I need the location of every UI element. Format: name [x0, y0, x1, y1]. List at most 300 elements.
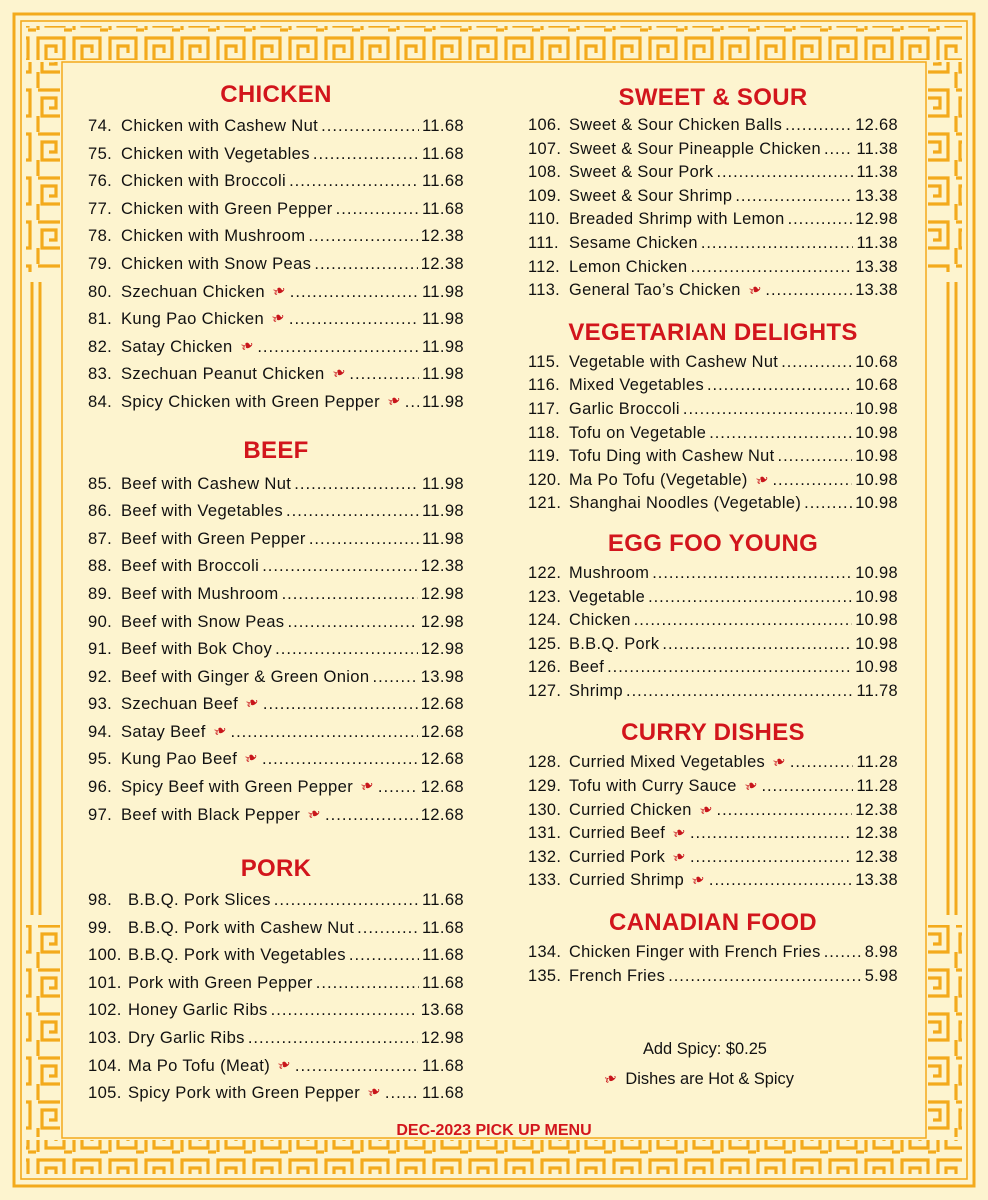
section-title-vegetarian: VEGETARIAN DELIGHTS: [568, 318, 858, 346]
section-title-beef: BEEF: [243, 436, 309, 464]
item-price: 12.68: [420, 694, 464, 714]
item-number: 96.: [88, 777, 113, 797]
item-name: Beef with Snow Peas: [121, 611, 285, 631]
dot-leader: [372, 663, 417, 691]
item-name: B.B.Q. Pork with Vegetables: [128, 945, 346, 965]
menu-item: [88, 745, 464, 773]
dot-leader: [709, 869, 852, 893]
item-number: 104.: [88, 1055, 122, 1075]
item-name: Spicy Pork with Green Pepper: [128, 1083, 361, 1103]
dot-leader: [781, 351, 852, 375]
item-number: 130.: [528, 800, 562, 819]
menu-item: [528, 799, 898, 823]
dot-leader: [690, 822, 852, 846]
dot-leader: [295, 1052, 419, 1080]
menu-item: [88, 305, 464, 333]
dot-leader: [772, 469, 852, 493]
chili-pepper-icon: ❧: [210, 720, 231, 743]
chili-pepper-icon: ❧: [741, 775, 762, 798]
dot-leader: [735, 185, 852, 209]
item-price: 12.98: [420, 583, 464, 603]
item-price: 12.68: [420, 777, 464, 797]
item-name: Chicken with Mushroom: [121, 226, 306, 246]
chili-pepper-icon: ❧: [269, 280, 290, 302]
dot-leader: [785, 114, 852, 138]
menu-item: [528, 586, 898, 610]
item-name: Szechuan Peanut Chicken: [121, 364, 325, 384]
chili-pepper-icon: ❧: [689, 870, 709, 892]
dot-leader: [275, 635, 418, 663]
item-price: 11.98: [421, 391, 464, 411]
dot-leader: [378, 773, 418, 801]
menu-item: [88, 996, 464, 1024]
dot-leader: [289, 167, 419, 195]
item-number: 93.: [88, 694, 113, 714]
section-canadian: [528, 905, 898, 988]
item-price: 10.98: [855, 587, 898, 606]
chili-pepper-icon: ❧: [243, 693, 263, 715]
item-price: 12.98: [855, 210, 898, 229]
menu-item: [88, 140, 464, 168]
chili-pepper-icon: ❧: [237, 335, 258, 357]
section-title-chicken: CHICKEN: [220, 81, 332, 108]
item-number: 120.: [528, 470, 562, 489]
menu-item: [88, 580, 464, 608]
item-number: 90.: [88, 611, 113, 631]
menu-item: [88, 969, 464, 997]
menu-item: [88, 886, 464, 914]
canadian-items: [528, 941, 898, 988]
section-title-pork: PORK: [240, 855, 312, 882]
menu-item: [528, 374, 898, 398]
menu-item: [528, 965, 898, 989]
dot-leader: [607, 656, 852, 680]
menu-item: [528, 846, 898, 870]
dot-leader: [230, 718, 417, 746]
item-name: Chicken: [569, 611, 631, 630]
item-name: Beef with Vegetables: [121, 501, 283, 521]
item-number: 100.: [88, 945, 122, 965]
item-name: Mushroom: [569, 563, 650, 582]
pork-items: [88, 886, 464, 1107]
item-number: 105.: [88, 1083, 122, 1103]
item-number: 106.: [528, 116, 562, 134]
menu-item: [88, 250, 464, 278]
section-chicken: [88, 78, 464, 416]
item-price: 10.98: [855, 658, 898, 677]
item-name: Tofu with Curry Sauce: [569, 777, 737, 796]
item-name: Dry Garlic Ribs: [128, 1027, 245, 1047]
item-price: 12.38: [420, 556, 464, 576]
item-name: Curried Mixed Vegetables: [569, 753, 766, 772]
item-price: 5.98: [864, 966, 898, 985]
item-name: Breaded Shrimp with Lemon: [569, 210, 785, 229]
item-price: 11.98: [421, 501, 464, 521]
item-number: 124.: [528, 611, 562, 630]
menu-item: [88, 195, 464, 223]
menu-item: [88, 914, 464, 942]
dot-leader: [274, 886, 419, 914]
menu-item: [88, 333, 464, 361]
item-number: 91.: [88, 639, 113, 659]
chicken-items: [88, 112, 464, 416]
chili-pepper-icon: ❧: [268, 308, 289, 330]
dot-leader: [717, 799, 853, 823]
menu-item: [528, 751, 898, 775]
item-price: 8.98: [864, 943, 898, 962]
item-name: Vegetable with Cashew Nut: [569, 352, 779, 371]
item-price: 13.98: [420, 666, 464, 686]
item-price: 10.98: [855, 494, 898, 513]
chili-pepper-icon: ❧: [365, 1082, 385, 1104]
item-price: 13.68: [420, 1000, 464, 1020]
item-price: 13.38: [855, 186, 898, 205]
item-price: 11.38: [856, 163, 898, 182]
item-number: 89.: [88, 583, 113, 603]
item-price: 11.98: [421, 528, 464, 548]
menu-item: [88, 801, 464, 829]
item-name: Beef: [569, 658, 605, 677]
dot-leader: [309, 525, 419, 553]
dot-leader: [824, 138, 853, 162]
chili-pepper-icon: ❧: [329, 363, 350, 385]
item-number: 123.: [528, 587, 562, 606]
item-price: 12.68: [420, 721, 464, 741]
menu-item: [528, 633, 898, 657]
menu-item: [88, 635, 464, 663]
section-vegetarian: [528, 315, 898, 516]
item-price: 12.38: [855, 847, 898, 866]
menu-item: [88, 608, 464, 636]
item-number: 81.: [88, 309, 113, 329]
menu-item: [88, 552, 464, 580]
dot-leader: [290, 278, 419, 306]
item-number: 101.: [88, 972, 122, 992]
dot-leader: [626, 680, 853, 704]
item-price: 11.68: [421, 116, 464, 135]
dot-leader: [262, 745, 418, 773]
item-name: Satay Beef: [121, 721, 206, 741]
dot-leader: [652, 562, 852, 586]
item-price: 13.38: [855, 257, 898, 276]
menu-item: [528, 351, 898, 375]
dot-leader: [325, 801, 418, 829]
item-name: Spicy Beef with Green Pepper: [121, 777, 354, 797]
dot-leader: [709, 422, 852, 446]
item-price: 10.98: [855, 423, 898, 442]
menu-item: [88, 718, 464, 746]
item-price: 10.98: [855, 611, 898, 630]
section-title-sweet-sour: SWEET & SOUR: [618, 84, 808, 111]
item-name: Chicken with Cashew Nut: [121, 116, 319, 135]
item-price: 10.68: [855, 376, 898, 395]
chili-pepper-icon: ❧: [275, 1054, 295, 1076]
item-number: 108.: [528, 163, 562, 182]
chili-pepper-icon: ❧: [384, 390, 405, 413]
menu-date: DEC-2023 PICK UP MENU: [396, 1122, 592, 1139]
menu-item: [528, 869, 898, 893]
item-number: 109.: [528, 186, 562, 205]
menu-item: [528, 185, 898, 209]
item-price: 11.68: [421, 890, 464, 909]
item-price: 11.68: [421, 198, 464, 218]
item-name: Chicken Finger with French Fries: [569, 943, 821, 962]
item-price: 11.98: [421, 473, 464, 493]
item-name: Beef with Mushroom: [121, 583, 279, 603]
item-name: Beef with Cashew Nut: [121, 473, 292, 493]
menu-item: [528, 232, 898, 256]
item-number: 87.: [88, 528, 113, 548]
item-number: 85.: [88, 473, 113, 493]
item-name: Ma Po Tofu (Vegetable): [569, 470, 748, 489]
sweet-sour-items: [528, 114, 898, 303]
menu-item: [528, 469, 898, 493]
menu-item: [528, 492, 898, 516]
item-number: 98.: [88, 890, 113, 909]
item-number: 127.: [528, 681, 562, 700]
item-number: 76.: [88, 171, 113, 191]
item-number: 131.: [528, 824, 562, 843]
dot-leader: [690, 256, 852, 280]
item-number: 82.: [88, 336, 113, 356]
dot-leader: [257, 333, 419, 361]
item-price: 10.98: [855, 470, 898, 489]
section-sweet-sour: [528, 82, 898, 303]
dot-leader: [314, 250, 417, 278]
left-column: [88, 78, 464, 828]
menu-item: [528, 161, 898, 185]
dot-leader: [668, 965, 861, 989]
item-name: General Tao’s Chicken: [569, 281, 741, 300]
item-number: 126.: [528, 658, 562, 677]
menu-item: [88, 773, 464, 801]
item-name: Honey Garlic Ribs: [128, 1000, 268, 1020]
item-price: 10.98: [855, 399, 898, 418]
item-number: 128.: [528, 753, 562, 772]
item-number: 110.: [528, 210, 561, 229]
menu-item: [88, 167, 464, 195]
menu-item: [88, 222, 464, 250]
chili-pepper-icon: ❧: [752, 469, 773, 491]
menu-item: [88, 497, 464, 525]
item-number: 118.: [528, 423, 561, 442]
item-name: Shrimp: [569, 681, 624, 700]
item-price: 12.38: [420, 226, 464, 246]
item-name: Shanghai Noodles (Vegetable): [569, 494, 802, 513]
dot-leader: [316, 969, 419, 997]
section-title-egg-foo-young: EGG FOO YOUNG: [607, 529, 819, 557]
menu-item: [88, 1024, 464, 1052]
menu-item: [528, 822, 898, 846]
item-name: Pork with Green Pepper: [128, 972, 313, 992]
item-price: 12.98: [420, 1027, 464, 1047]
menu-item: [88, 690, 464, 718]
menu-item: [528, 208, 898, 232]
item-price: 11.98: [421, 364, 464, 384]
beef-items: [88, 470, 464, 829]
item-price: 10.98: [855, 563, 898, 582]
item-price: 11.68: [421, 1083, 464, 1103]
item-price: 10.98: [855, 634, 898, 653]
item-price: 12.98: [420, 611, 464, 631]
section-egg-foo-young: [528, 526, 898, 704]
item-price: 13.38: [855, 281, 898, 300]
dot-leader: [286, 497, 419, 525]
dot-leader: [271, 996, 418, 1024]
item-name: B.B.Q. Pork: [569, 634, 660, 653]
left-column-pork: [88, 852, 464, 1107]
item-name: Sweet & Sour Pork: [569, 163, 714, 182]
dot-leader: [357, 914, 419, 942]
spicy-legend-text: Dishes are Hot & Spicy: [625, 1070, 794, 1088]
item-name: Tofu Ding with Cashew Nut: [569, 447, 775, 466]
section-title-curry: CURRY DISHES: [621, 719, 805, 747]
item-price: 12.38: [420, 253, 464, 273]
chili-pepper-icon: ❧: [670, 846, 690, 868]
dot-leader: [761, 775, 853, 799]
item-name: Beef with Bok Choy: [121, 639, 273, 659]
item-name: French Fries: [569, 966, 666, 985]
chili-pepper-icon: ❧: [770, 752, 790, 774]
add-spicy-note: Add Spicy: $0.25: [643, 1040, 767, 1058]
item-price: 12.38: [855, 800, 898, 819]
menu-item: [528, 562, 898, 586]
egg-foo-young-items: [528, 562, 898, 704]
chili-pepper-icon: ❧: [745, 280, 766, 302]
item-price: 11.68: [421, 972, 464, 992]
menu-item: [528, 941, 898, 965]
chili-pepper-icon: ❧: [305, 803, 325, 825]
menu-item: [528, 256, 898, 280]
item-name: Vegetable: [569, 587, 646, 606]
menu-item: [88, 663, 464, 691]
item-name: Garlic Broccoli: [569, 399, 680, 418]
menu-item: [528, 279, 898, 303]
item-number: 134.: [528, 943, 562, 962]
item-number: 125.: [528, 634, 562, 653]
item-name: Beef with Ginger & Green Onion: [121, 666, 370, 686]
item-price: 10.68: [855, 352, 898, 371]
item-price: 12.68: [420, 749, 464, 769]
dot-leader: [262, 552, 418, 580]
menu-item: [528, 445, 898, 469]
menu-item: [88, 1079, 464, 1107]
item-name: Szechuan Beef: [121, 694, 239, 714]
item-number: 92.: [88, 666, 113, 686]
dot-leader: [634, 609, 853, 633]
dot-leader: [648, 586, 852, 610]
item-number: 121.: [528, 494, 562, 513]
section-title-canadian: CANADIAN FOOD: [609, 909, 817, 937]
menu-item: [88, 360, 464, 388]
item-name: B.B.Q. Pork Slices: [128, 890, 271, 909]
item-price: 11.78: [856, 681, 898, 700]
item-number: 94.: [88, 721, 113, 741]
item-number: 129.: [528, 777, 562, 796]
item-price: 11.28: [856, 777, 898, 796]
dot-leader: [765, 279, 852, 303]
spicy-legend: [601, 1068, 794, 1090]
item-name: Curried Pork: [569, 847, 666, 866]
dot-leader: [282, 580, 418, 608]
dot-leader: [263, 690, 418, 718]
item-number: 107.: [528, 139, 562, 158]
item-number: 119.: [528, 447, 561, 466]
item-price: 12.38: [855, 824, 898, 843]
menu-item: [528, 656, 898, 680]
item-name: Beef with Green Pepper: [121, 528, 306, 548]
item-number: 74.: [88, 116, 113, 135]
dot-leader: [683, 398, 852, 422]
menu-item: [88, 278, 464, 306]
section-pork: [88, 852, 464, 1107]
menu-item: [528, 680, 898, 704]
item-name: Beef with Black Pepper: [121, 804, 301, 824]
dot-leader: [349, 360, 419, 388]
item-number: 78.: [88, 226, 113, 246]
item-number: 75.: [88, 143, 113, 163]
item-price: 12.68: [420, 804, 464, 824]
item-name: Tofu on Vegetable: [569, 423, 707, 442]
menu-item: [528, 138, 898, 162]
item-price: 11.28: [856, 753, 898, 772]
item-number: 122.: [528, 563, 562, 582]
chili-pepper-icon: ❧: [242, 748, 262, 770]
item-name: Kung Pao Beef: [121, 749, 238, 769]
item-number: 84.: [88, 391, 113, 411]
item-name: Chicken with Broccoli: [121, 171, 287, 191]
item-number: 115.: [528, 352, 561, 371]
item-name: Lemon Chicken: [569, 257, 688, 276]
item-number: 102.: [88, 1000, 122, 1020]
menu-item: [88, 112, 464, 140]
dot-leader: [289, 305, 419, 333]
menu-item: [528, 609, 898, 633]
chili-pepper-icon: ❧: [670, 823, 690, 845]
dot-leader: [308, 222, 417, 250]
menu-item: [88, 470, 464, 498]
item-number: 111.: [528, 233, 559, 252]
menu-item: [88, 388, 464, 416]
item-name: Curried Shrimp: [569, 871, 685, 890]
section-beef: [88, 432, 464, 829]
item-number: 116.: [528, 376, 561, 395]
chili-pepper-icon: ❧: [601, 1068, 621, 1090]
item-price: 11.98: [421, 336, 464, 356]
item-price: 13.38: [855, 871, 898, 890]
dot-leader: [824, 941, 862, 965]
dot-leader: [294, 470, 419, 498]
item-name: Chicken with Snow Peas: [121, 253, 312, 273]
item-price: 11.68: [421, 945, 464, 965]
item-name: Satay Chicken: [121, 336, 233, 356]
item-number: 86.: [88, 501, 113, 521]
item-price: 11.68: [421, 171, 464, 191]
item-price: 11.68: [421, 917, 464, 937]
item-price: 11.38: [856, 139, 898, 158]
item-number: 103.: [88, 1027, 122, 1047]
item-name: Kung Pao Chicken: [121, 309, 265, 329]
item-number: 79.: [88, 253, 113, 273]
item-name: Beef with Broccoli: [121, 556, 260, 576]
section-curry: [528, 715, 898, 893]
item-number: 77.: [88, 198, 113, 218]
vegetarian-items: [528, 351, 898, 516]
curry-items: [528, 751, 898, 893]
chili-pepper-icon: ❧: [696, 799, 717, 821]
item-price: 10.98: [855, 447, 898, 466]
item-price: 11.38: [856, 233, 898, 252]
